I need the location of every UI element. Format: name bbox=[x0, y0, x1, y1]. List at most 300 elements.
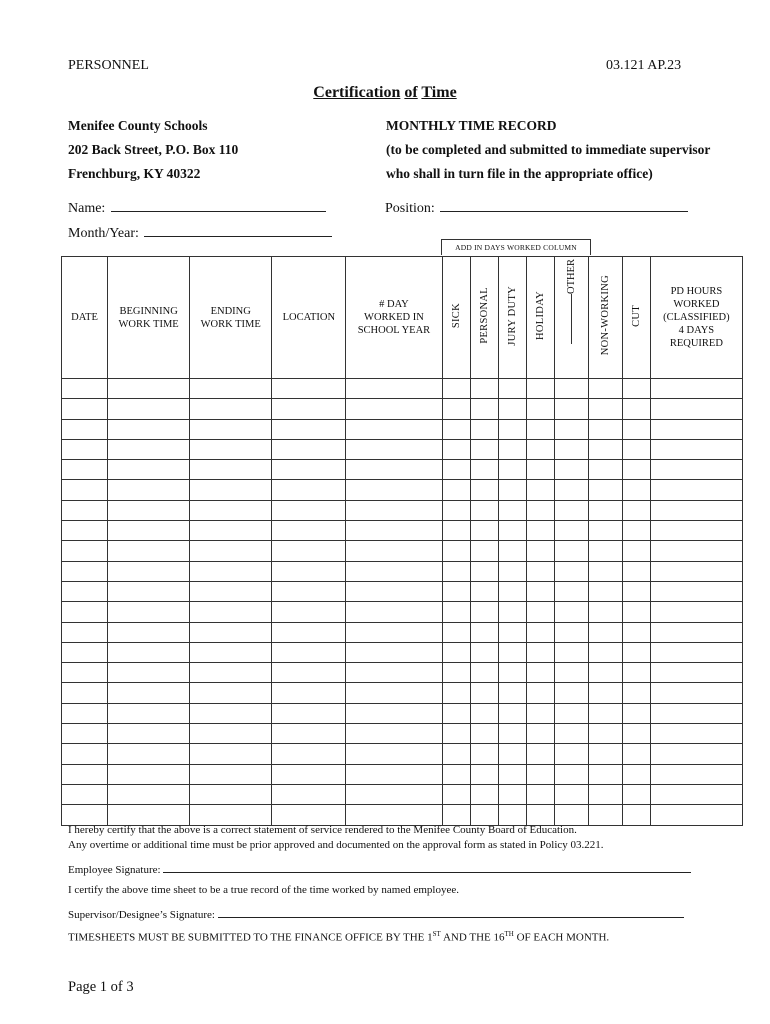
table-cell[interactable] bbox=[650, 764, 742, 784]
table-cell[interactable] bbox=[190, 500, 272, 520]
table-cell[interactable] bbox=[190, 541, 272, 561]
table-cell[interactable] bbox=[346, 460, 442, 480]
table-cell[interactable] bbox=[62, 460, 108, 480]
table-cell[interactable] bbox=[108, 683, 190, 703]
table-cell[interactable] bbox=[442, 744, 470, 764]
table-cell[interactable] bbox=[622, 805, 650, 825]
table-cell[interactable] bbox=[62, 622, 108, 642]
table-cell[interactable] bbox=[588, 764, 622, 784]
table-cell[interactable] bbox=[108, 541, 190, 561]
table-cell[interactable] bbox=[346, 541, 442, 561]
table-cell[interactable] bbox=[442, 683, 470, 703]
table-cell[interactable] bbox=[622, 500, 650, 520]
table-cell[interactable] bbox=[498, 744, 526, 764]
table-cell[interactable] bbox=[442, 622, 470, 642]
table-cell[interactable] bbox=[108, 480, 190, 500]
table-cell[interactable] bbox=[588, 480, 622, 500]
table-cell[interactable] bbox=[442, 379, 470, 399]
table-cell[interactable] bbox=[588, 581, 622, 601]
table-cell[interactable] bbox=[554, 622, 588, 642]
table-cell[interactable] bbox=[272, 663, 346, 683]
table-cell[interactable] bbox=[554, 480, 588, 500]
table-cell[interactable] bbox=[588, 521, 622, 541]
table-cell[interactable] bbox=[272, 622, 346, 642]
table-cell[interactable] bbox=[554, 764, 588, 784]
table-cell[interactable] bbox=[108, 784, 190, 804]
table-cell[interactable] bbox=[190, 561, 272, 581]
table-cell[interactable] bbox=[650, 561, 742, 581]
table-cell[interactable] bbox=[470, 602, 498, 622]
name-line[interactable] bbox=[111, 199, 326, 212]
table-cell[interactable] bbox=[554, 521, 588, 541]
table-cell[interactable] bbox=[498, 703, 526, 723]
table-cell[interactable] bbox=[470, 622, 498, 642]
table-cell[interactable] bbox=[346, 581, 442, 601]
table-cell[interactable] bbox=[622, 581, 650, 601]
table-cell[interactable] bbox=[346, 480, 442, 500]
table-cell[interactable] bbox=[346, 622, 442, 642]
table-cell[interactable] bbox=[346, 399, 442, 419]
table-cell[interactable] bbox=[346, 642, 442, 662]
table-cell[interactable] bbox=[470, 784, 498, 804]
table-cell[interactable] bbox=[272, 724, 346, 744]
table-cell[interactable] bbox=[108, 561, 190, 581]
table-cell[interactable] bbox=[272, 399, 346, 419]
table-cell[interactable] bbox=[190, 703, 272, 723]
table-cell[interactable] bbox=[272, 581, 346, 601]
table-cell[interactable] bbox=[272, 521, 346, 541]
table-cell[interactable] bbox=[526, 683, 554, 703]
table-cell[interactable] bbox=[190, 460, 272, 480]
table-cell[interactable] bbox=[554, 805, 588, 825]
table-cell[interactable] bbox=[272, 541, 346, 561]
table-row bbox=[62, 521, 743, 541]
table-cell[interactable] bbox=[108, 500, 190, 520]
table-cell[interactable] bbox=[108, 724, 190, 744]
table-cell[interactable] bbox=[588, 784, 622, 804]
table-cell[interactable] bbox=[272, 784, 346, 804]
org-address: 202 Back Street, P.O. Box 110 bbox=[68, 142, 239, 157]
table-cell[interactable] bbox=[346, 703, 442, 723]
table-cell[interactable] bbox=[442, 764, 470, 784]
table-cell[interactable] bbox=[442, 602, 470, 622]
table-cell[interactable] bbox=[588, 439, 622, 459]
table-cell[interactable] bbox=[62, 521, 108, 541]
table-cell[interactable] bbox=[526, 480, 554, 500]
table-cell[interactable] bbox=[62, 683, 108, 703]
table-cell[interactable] bbox=[622, 541, 650, 561]
table-cell[interactable] bbox=[442, 581, 470, 601]
table-cell[interactable] bbox=[442, 703, 470, 723]
table-cell[interactable] bbox=[498, 602, 526, 622]
table-cell[interactable] bbox=[498, 642, 526, 662]
table-cell[interactable] bbox=[470, 399, 498, 419]
table-cell[interactable] bbox=[108, 805, 190, 825]
table-cell[interactable] bbox=[346, 744, 442, 764]
table-cell[interactable] bbox=[622, 764, 650, 784]
table-cell[interactable] bbox=[498, 541, 526, 561]
table-cell[interactable] bbox=[622, 480, 650, 500]
table-cell[interactable] bbox=[526, 500, 554, 520]
table-cell[interactable] bbox=[622, 703, 650, 723]
table-cell[interactable] bbox=[588, 541, 622, 561]
table-cell[interactable] bbox=[526, 541, 554, 561]
table-cell[interactable] bbox=[526, 399, 554, 419]
table-cell[interactable] bbox=[62, 764, 108, 784]
table-cell[interactable] bbox=[650, 784, 742, 804]
table-cell[interactable] bbox=[498, 561, 526, 581]
table-cell[interactable] bbox=[442, 663, 470, 683]
table-cell[interactable] bbox=[470, 500, 498, 520]
table-cell[interactable] bbox=[554, 602, 588, 622]
table-cell[interactable] bbox=[650, 399, 742, 419]
table-cell[interactable] bbox=[272, 500, 346, 520]
table-cell[interactable] bbox=[272, 805, 346, 825]
table-cell[interactable] bbox=[588, 683, 622, 703]
table-cell[interactable] bbox=[650, 541, 742, 561]
table-cell[interactable] bbox=[622, 602, 650, 622]
table-cell[interactable] bbox=[190, 602, 272, 622]
table-cell[interactable] bbox=[526, 581, 554, 601]
table-cell[interactable] bbox=[272, 744, 346, 764]
table-cell[interactable] bbox=[554, 561, 588, 581]
table-cell[interactable] bbox=[190, 764, 272, 784]
table-cell[interactable] bbox=[470, 581, 498, 601]
table-cell[interactable] bbox=[622, 379, 650, 399]
table-cell[interactable] bbox=[346, 805, 442, 825]
table-cell[interactable] bbox=[526, 561, 554, 581]
table-cell[interactable] bbox=[650, 663, 742, 683]
table-cell[interactable] bbox=[62, 805, 108, 825]
table-cell[interactable] bbox=[622, 724, 650, 744]
table-cell[interactable] bbox=[554, 399, 588, 419]
table-cell[interactable] bbox=[470, 744, 498, 764]
table-cell[interactable] bbox=[272, 642, 346, 662]
table-cell[interactable] bbox=[470, 724, 498, 744]
table-row bbox=[62, 500, 743, 520]
table-cell[interactable] bbox=[622, 460, 650, 480]
table-cell[interactable] bbox=[498, 419, 526, 439]
table-cell[interactable] bbox=[272, 602, 346, 622]
month-year-line[interactable] bbox=[144, 224, 332, 237]
table-cell[interactable] bbox=[650, 419, 742, 439]
table-cell[interactable] bbox=[650, 744, 742, 764]
table-cell[interactable] bbox=[442, 561, 470, 581]
table-cell[interactable] bbox=[526, 642, 554, 662]
table-cell[interactable] bbox=[190, 744, 272, 764]
table-cell[interactable] bbox=[588, 500, 622, 520]
table-cell[interactable] bbox=[346, 379, 442, 399]
table-cell[interactable] bbox=[470, 419, 498, 439]
table-cell[interactable] bbox=[272, 379, 346, 399]
table-cell[interactable] bbox=[470, 805, 498, 825]
table-cell[interactable] bbox=[346, 419, 442, 439]
table-cell[interactable] bbox=[470, 521, 498, 541]
table-cell[interactable] bbox=[190, 622, 272, 642]
table-cell[interactable] bbox=[190, 521, 272, 541]
table-cell[interactable] bbox=[346, 764, 442, 784]
table-cell[interactable] bbox=[588, 399, 622, 419]
table-cell[interactable] bbox=[650, 622, 742, 642]
table-cell[interactable] bbox=[650, 521, 742, 541]
table-cell[interactable] bbox=[190, 663, 272, 683]
table-cell[interactable] bbox=[526, 419, 554, 439]
table-cell[interactable] bbox=[470, 764, 498, 784]
table-cell[interactable] bbox=[588, 744, 622, 764]
table-cell[interactable] bbox=[554, 663, 588, 683]
table-cell[interactable] bbox=[622, 622, 650, 642]
table-cell[interactable] bbox=[650, 439, 742, 459]
name-field[interactable] bbox=[68, 199, 326, 217]
month-year-field[interactable] bbox=[68, 224, 332, 242]
table-cell[interactable] bbox=[62, 663, 108, 683]
table-cell[interactable] bbox=[346, 521, 442, 541]
table-cell[interactable] bbox=[622, 744, 650, 764]
table-cell[interactable] bbox=[190, 642, 272, 662]
table-cell[interactable] bbox=[470, 439, 498, 459]
table-cell[interactable] bbox=[272, 764, 346, 784]
table-cell[interactable] bbox=[554, 642, 588, 662]
table-cell[interactable] bbox=[554, 500, 588, 520]
table-cell[interactable] bbox=[272, 703, 346, 723]
table-cell[interactable] bbox=[470, 541, 498, 561]
table-cell[interactable] bbox=[190, 683, 272, 703]
table-cell[interactable] bbox=[554, 744, 588, 764]
table-cell[interactable] bbox=[498, 460, 526, 480]
table-cell[interactable] bbox=[108, 439, 190, 459]
table-cell[interactable] bbox=[470, 642, 498, 662]
table-cell[interactable] bbox=[498, 581, 526, 601]
table-cell[interactable] bbox=[622, 419, 650, 439]
table-cell[interactable] bbox=[62, 500, 108, 520]
table-cell[interactable] bbox=[62, 703, 108, 723]
table-cell[interactable] bbox=[442, 805, 470, 825]
table-cell[interactable] bbox=[588, 724, 622, 744]
table-cell[interactable] bbox=[498, 439, 526, 459]
table-cell[interactable] bbox=[190, 581, 272, 601]
table-cell[interactable] bbox=[272, 460, 346, 480]
table-cell[interactable] bbox=[470, 561, 498, 581]
table-cell[interactable] bbox=[650, 460, 742, 480]
table-cell[interactable] bbox=[650, 683, 742, 703]
table-cell[interactable] bbox=[622, 642, 650, 662]
table-cell[interactable] bbox=[470, 480, 498, 500]
table-cell[interactable] bbox=[526, 521, 554, 541]
table-cell[interactable] bbox=[470, 663, 498, 683]
table-cell[interactable] bbox=[346, 784, 442, 804]
employee-signature-line[interactable] bbox=[163, 862, 691, 873]
table-cell[interactable] bbox=[554, 784, 588, 804]
table-cell[interactable] bbox=[554, 419, 588, 439]
table-cell[interactable] bbox=[442, 642, 470, 662]
table-cell[interactable] bbox=[526, 379, 554, 399]
table-cell[interactable] bbox=[588, 663, 622, 683]
table-cell[interactable] bbox=[650, 581, 742, 601]
table-cell[interactable] bbox=[554, 439, 588, 459]
table-cell[interactable] bbox=[650, 642, 742, 662]
table-cell[interactable] bbox=[442, 439, 470, 459]
table-cell[interactable] bbox=[108, 602, 190, 622]
table-cell[interactable] bbox=[442, 541, 470, 561]
supervisor-signature-field[interactable] bbox=[68, 907, 684, 921]
supervisor-signature-line[interactable] bbox=[218, 907, 684, 918]
table-cell[interactable] bbox=[650, 602, 742, 622]
table-cell[interactable] bbox=[588, 419, 622, 439]
table-cell[interactable] bbox=[272, 561, 346, 581]
table-cell[interactable] bbox=[526, 805, 554, 825]
table-cell[interactable] bbox=[190, 480, 272, 500]
table-cell[interactable] bbox=[346, 663, 442, 683]
table-cell[interactable] bbox=[498, 500, 526, 520]
table-cell[interactable] bbox=[346, 561, 442, 581]
table-cell[interactable] bbox=[442, 399, 470, 419]
table-cell[interactable] bbox=[622, 521, 650, 541]
table-cell[interactable] bbox=[442, 419, 470, 439]
table-cell[interactable] bbox=[622, 683, 650, 703]
table-cell[interactable] bbox=[190, 439, 272, 459]
table-cell[interactable] bbox=[108, 642, 190, 662]
table-cell[interactable] bbox=[554, 581, 588, 601]
table-cell[interactable] bbox=[442, 500, 470, 520]
table-cell[interactable] bbox=[190, 379, 272, 399]
table-cell[interactable] bbox=[62, 744, 108, 764]
table-cell[interactable] bbox=[62, 439, 108, 459]
table-cell[interactable] bbox=[526, 703, 554, 723]
table-cell[interactable] bbox=[272, 439, 346, 459]
table-cell[interactable] bbox=[470, 683, 498, 703]
table-cell[interactable] bbox=[650, 500, 742, 520]
table-cell[interactable] bbox=[588, 703, 622, 723]
table-cell[interactable] bbox=[498, 399, 526, 419]
table-cell[interactable] bbox=[190, 784, 272, 804]
table-cell[interactable] bbox=[108, 764, 190, 784]
table-cell[interactable] bbox=[62, 541, 108, 561]
table-cell[interactable] bbox=[442, 521, 470, 541]
table-cell[interactable] bbox=[622, 399, 650, 419]
table-cell[interactable] bbox=[346, 683, 442, 703]
table-cell[interactable] bbox=[346, 439, 442, 459]
table-cell[interactable] bbox=[190, 805, 272, 825]
table-cell[interactable] bbox=[554, 683, 588, 703]
table-cell[interactable] bbox=[108, 521, 190, 541]
table-cell[interactable] bbox=[526, 663, 554, 683]
table-cell[interactable] bbox=[526, 622, 554, 642]
table-cell[interactable] bbox=[62, 561, 108, 581]
employee-signature-field[interactable] bbox=[68, 862, 691, 876]
table-cell[interactable] bbox=[554, 724, 588, 744]
table-cell[interactable] bbox=[190, 399, 272, 419]
table-cell[interactable] bbox=[190, 724, 272, 744]
table-cell[interactable] bbox=[62, 379, 108, 399]
table-cell[interactable] bbox=[190, 419, 272, 439]
table-cell[interactable] bbox=[62, 480, 108, 500]
table-cell[interactable] bbox=[622, 784, 650, 804]
table-cell[interactable] bbox=[526, 460, 554, 480]
table-cell[interactable] bbox=[650, 724, 742, 744]
table-cell[interactable] bbox=[498, 622, 526, 642]
table-cell[interactable] bbox=[498, 379, 526, 399]
table-cell[interactable] bbox=[622, 561, 650, 581]
table-cell[interactable] bbox=[62, 399, 108, 419]
table-cell[interactable] bbox=[62, 581, 108, 601]
table-cell[interactable] bbox=[108, 399, 190, 419]
table-cell[interactable] bbox=[588, 561, 622, 581]
table-cell[interactable] bbox=[650, 480, 742, 500]
table-cell[interactable] bbox=[498, 805, 526, 825]
table-cell[interactable] bbox=[622, 439, 650, 459]
table-cell[interactable] bbox=[346, 724, 442, 744]
table-cell[interactable] bbox=[526, 764, 554, 784]
position-line[interactable] bbox=[440, 199, 688, 212]
table-cell[interactable] bbox=[526, 744, 554, 764]
table-cell[interactable] bbox=[498, 521, 526, 541]
table-cell[interactable] bbox=[588, 602, 622, 622]
table-cell[interactable] bbox=[650, 703, 742, 723]
position-field[interactable] bbox=[385, 199, 688, 217]
table-cell[interactable] bbox=[442, 460, 470, 480]
table-cell[interactable] bbox=[526, 724, 554, 744]
table-cell[interactable] bbox=[108, 581, 190, 601]
table-cell[interactable] bbox=[650, 805, 742, 825]
table-cell[interactable] bbox=[498, 683, 526, 703]
table-cell[interactable] bbox=[108, 744, 190, 764]
table-cell[interactable] bbox=[470, 379, 498, 399]
table-cell[interactable] bbox=[498, 724, 526, 744]
table-cell[interactable] bbox=[62, 642, 108, 662]
table-cell[interactable] bbox=[470, 460, 498, 480]
table-cell[interactable] bbox=[498, 784, 526, 804]
table-cell[interactable] bbox=[498, 480, 526, 500]
table-cell[interactable] bbox=[526, 784, 554, 804]
other-write-in-line[interactable] bbox=[571, 294, 572, 344]
table-cell[interactable] bbox=[442, 480, 470, 500]
table-cell[interactable] bbox=[588, 622, 622, 642]
table-cell[interactable] bbox=[498, 764, 526, 784]
table-cell[interactable] bbox=[272, 480, 346, 500]
table-cell[interactable] bbox=[498, 663, 526, 683]
table-cell[interactable] bbox=[108, 622, 190, 642]
table-cell[interactable] bbox=[554, 460, 588, 480]
table-cell[interactable] bbox=[588, 460, 622, 480]
table-cell[interactable] bbox=[272, 683, 346, 703]
table-cell[interactable] bbox=[108, 379, 190, 399]
table-cell[interactable] bbox=[62, 784, 108, 804]
table-cell[interactable] bbox=[526, 602, 554, 622]
table-cell[interactable] bbox=[554, 541, 588, 561]
table-cell[interactable] bbox=[622, 663, 650, 683]
table-cell[interactable] bbox=[108, 703, 190, 723]
table-cell[interactable] bbox=[272, 419, 346, 439]
table-cell[interactable] bbox=[650, 379, 742, 399]
table-cell[interactable] bbox=[470, 703, 498, 723]
table-cell[interactable] bbox=[108, 460, 190, 480]
table-cell[interactable] bbox=[554, 379, 588, 399]
table-cell[interactable] bbox=[588, 805, 622, 825]
table-cell[interactable] bbox=[442, 784, 470, 804]
table-cell[interactable] bbox=[108, 419, 190, 439]
table-cell[interactable] bbox=[346, 500, 442, 520]
table-cell[interactable] bbox=[346, 602, 442, 622]
table-cell[interactable] bbox=[554, 703, 588, 723]
table-cell[interactable] bbox=[588, 642, 622, 662]
table-cell[interactable] bbox=[588, 379, 622, 399]
table-cell[interactable] bbox=[62, 419, 108, 439]
table-cell[interactable] bbox=[62, 724, 108, 744]
table-cell[interactable] bbox=[442, 724, 470, 744]
table-cell[interactable] bbox=[108, 663, 190, 683]
table-cell[interactable] bbox=[526, 439, 554, 459]
table-cell[interactable] bbox=[62, 602, 108, 622]
